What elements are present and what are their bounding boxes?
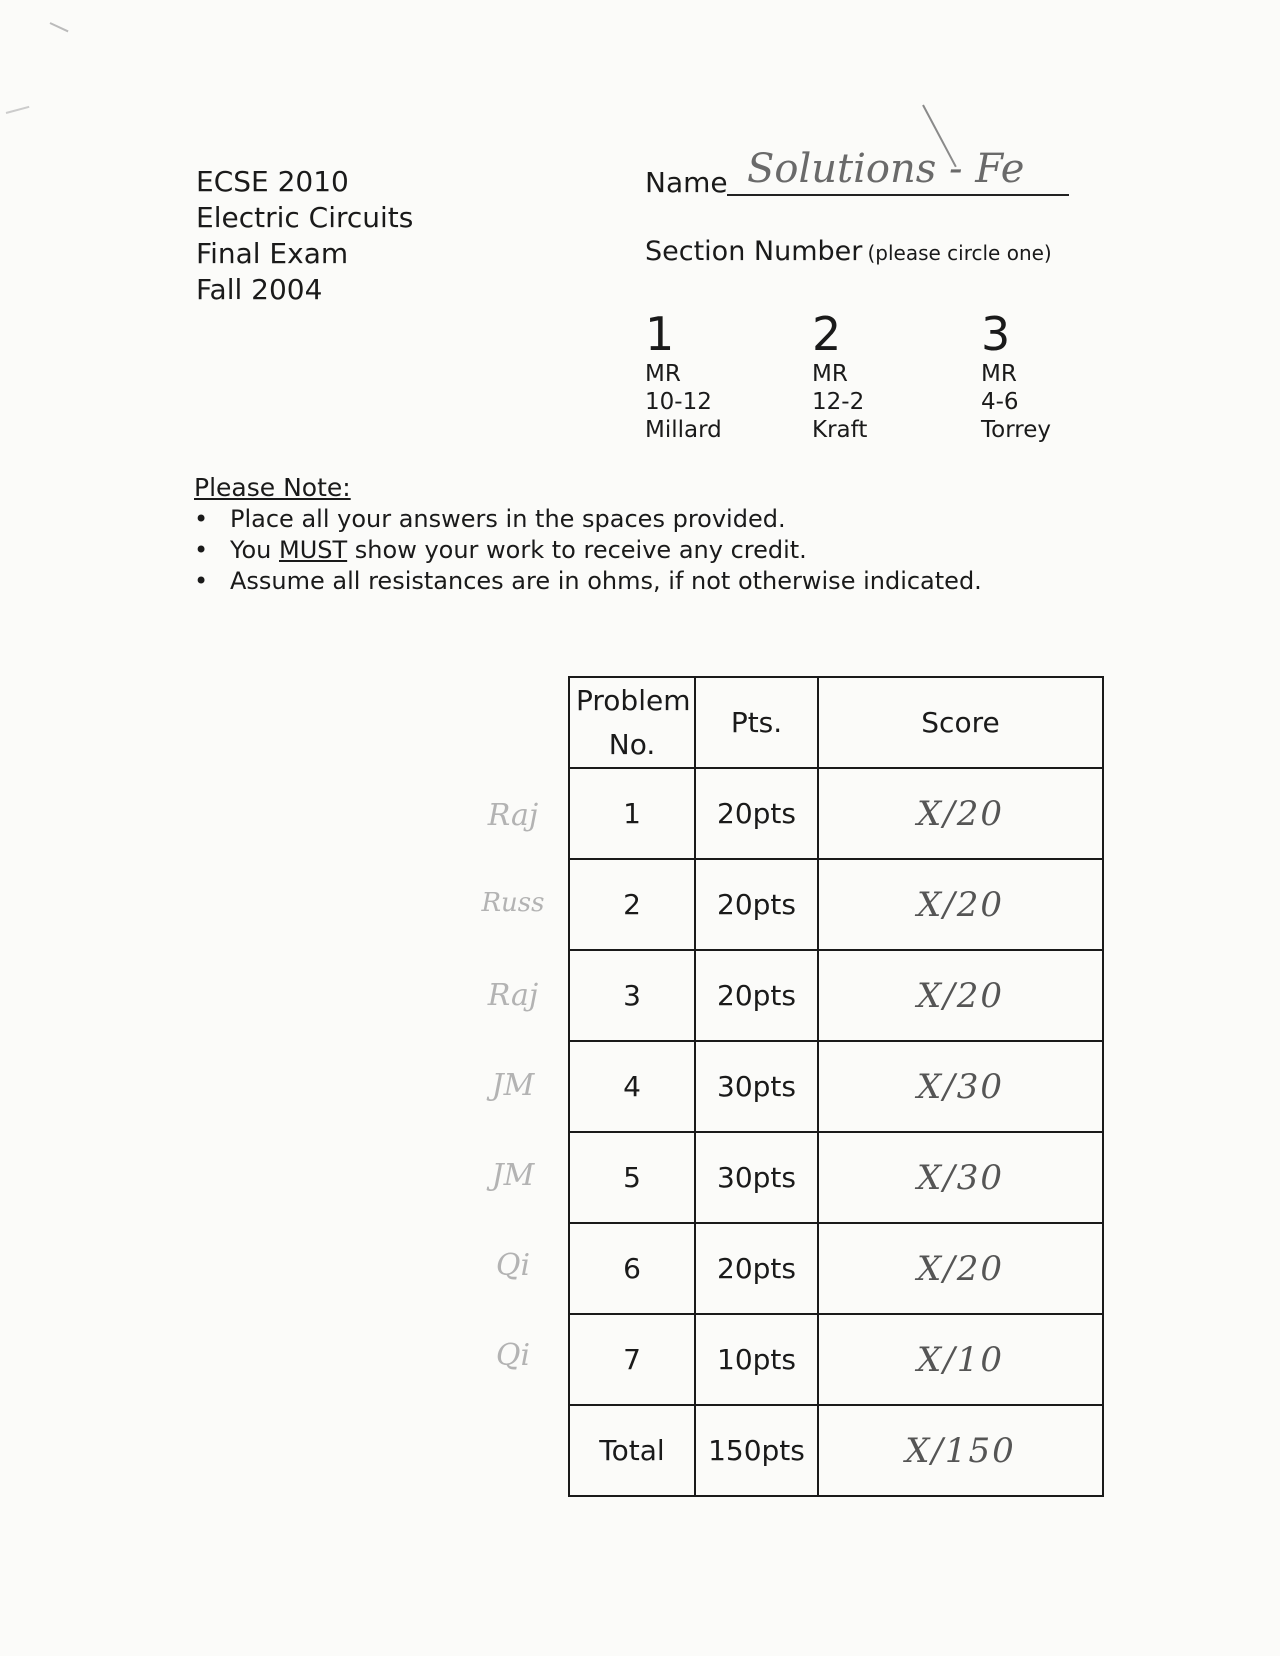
- score-table: [568, 676, 1104, 1497]
- total-points: 150pts: [695, 1405, 818, 1496]
- exam-term: Fall 2004: [196, 273, 323, 306]
- grader-initials: JM: [491, 1158, 535, 1193]
- section-option-2: [812, 308, 867, 444]
- note-title: Please Note:: [194, 473, 351, 502]
- score-handwritten: X/30: [917, 1157, 1004, 1198]
- exam-name: Final Exam: [196, 237, 349, 270]
- section-room: MR: [645, 361, 681, 387]
- section-prompt: [645, 236, 1052, 267]
- name-line: [727, 194, 1069, 196]
- problem-number: 2: [569, 859, 695, 950]
- column-header-score: Score: [818, 677, 1103, 768]
- score-entry: [818, 859, 1103, 950]
- score-entry: [818, 1132, 1103, 1223]
- grader-initials: Qi: [495, 1338, 531, 1373]
- grader-initials: JM: [491, 1068, 535, 1103]
- section-option-1: [645, 308, 722, 444]
- grader-initials: Raj: [487, 798, 539, 833]
- score-handwritten: X/30: [917, 1066, 1004, 1107]
- score-entry: [818, 950, 1103, 1041]
- stray-pencil-mark: [50, 22, 69, 32]
- section-number: 3: [981, 307, 1011, 361]
- score-entry: [818, 1041, 1103, 1132]
- please-note: [194, 473, 982, 597]
- note-text: show your work to receive any credit.: [347, 536, 807, 564]
- note-text: Place all your answers in the spaces provided.: [230, 505, 786, 533]
- table-total-row: [569, 1405, 1103, 1496]
- section-time: 10-12: [645, 389, 712, 415]
- grader-initials: Russ: [481, 888, 545, 918]
- total-label: Total: [569, 1405, 695, 1496]
- score-entry: [818, 1223, 1103, 1314]
- note-item: [194, 566, 982, 597]
- table-row: [569, 1314, 1103, 1405]
- problem-number: 1: [569, 768, 695, 859]
- note-item: [194, 535, 982, 566]
- grader-initials: Raj: [487, 978, 539, 1013]
- score-entry: [818, 1314, 1103, 1405]
- note-text: You: [230, 536, 279, 564]
- name-handwritten-value: Solutions - Fe: [747, 146, 1025, 192]
- problem-points: 20pts: [695, 859, 818, 950]
- section-room: MR: [981, 361, 1017, 387]
- score-entry: [818, 768, 1103, 859]
- note-text: Assume all resistances are in ohms, if not otherwise indicated.: [230, 567, 982, 595]
- table-row: [569, 859, 1103, 950]
- problem-points: 30pts: [695, 1132, 818, 1223]
- score-handwritten: X/20: [917, 793, 1004, 834]
- section-label: Section Number: [645, 236, 863, 267]
- table-row: [569, 1041, 1103, 1132]
- note-list: [194, 504, 982, 597]
- score-handwritten: X/10: [917, 1339, 1004, 1380]
- problem-number: 5: [569, 1132, 695, 1223]
- problem-number: 7: [569, 1314, 695, 1405]
- problem-number: 3: [569, 950, 695, 1041]
- name-field: [645, 146, 1075, 208]
- section-time: 12-2: [812, 389, 865, 415]
- column-header-points: Pts.: [695, 677, 818, 768]
- section-instructor: Kraft: [812, 417, 868, 443]
- problem-number: 6: [569, 1223, 695, 1314]
- score-handwritten: X/20: [917, 1248, 1004, 1289]
- section-room: MR: [812, 361, 848, 387]
- section-hint: (please circle one): [867, 241, 1052, 265]
- table-row: [569, 1132, 1103, 1223]
- name-label: Name: [645, 166, 728, 199]
- problem-points: 20pts: [695, 1223, 818, 1314]
- table-row: [569, 768, 1103, 859]
- note-item: [194, 504, 982, 535]
- problem-points: 30pts: [695, 1041, 818, 1132]
- column-header-problem: Problem No.: [569, 677, 695, 768]
- stray-pencil-mark: [6, 106, 30, 114]
- grader-initials: Qi: [495, 1248, 531, 1283]
- section-option-3: [981, 308, 1051, 444]
- section-time: 4-6: [981, 389, 1019, 415]
- problem-points: 20pts: [695, 950, 818, 1041]
- problem-points: 20pts: [695, 768, 818, 859]
- total-score-entry: [818, 1405, 1103, 1496]
- problem-points: 10pts: [695, 1314, 818, 1405]
- course-code: ECSE 2010: [196, 165, 349, 198]
- section-number: 2: [812, 307, 842, 361]
- section-number: 1: [645, 307, 675, 361]
- score-handwritten: X/20: [917, 884, 1004, 925]
- course-header: [196, 164, 413, 308]
- course-title: Electric Circuits: [196, 201, 414, 234]
- total-score-handwritten: X/150: [905, 1430, 1016, 1471]
- problem-number: 4: [569, 1041, 695, 1132]
- note-emphasis: MUST: [279, 536, 348, 564]
- table-header-row: [569, 677, 1103, 768]
- table-row: [569, 1223, 1103, 1314]
- table-row: [569, 950, 1103, 1041]
- score-handwritten: X/20: [917, 975, 1004, 1016]
- section-instructor: Millard: [645, 417, 722, 443]
- section-instructor: Torrey: [981, 417, 1051, 443]
